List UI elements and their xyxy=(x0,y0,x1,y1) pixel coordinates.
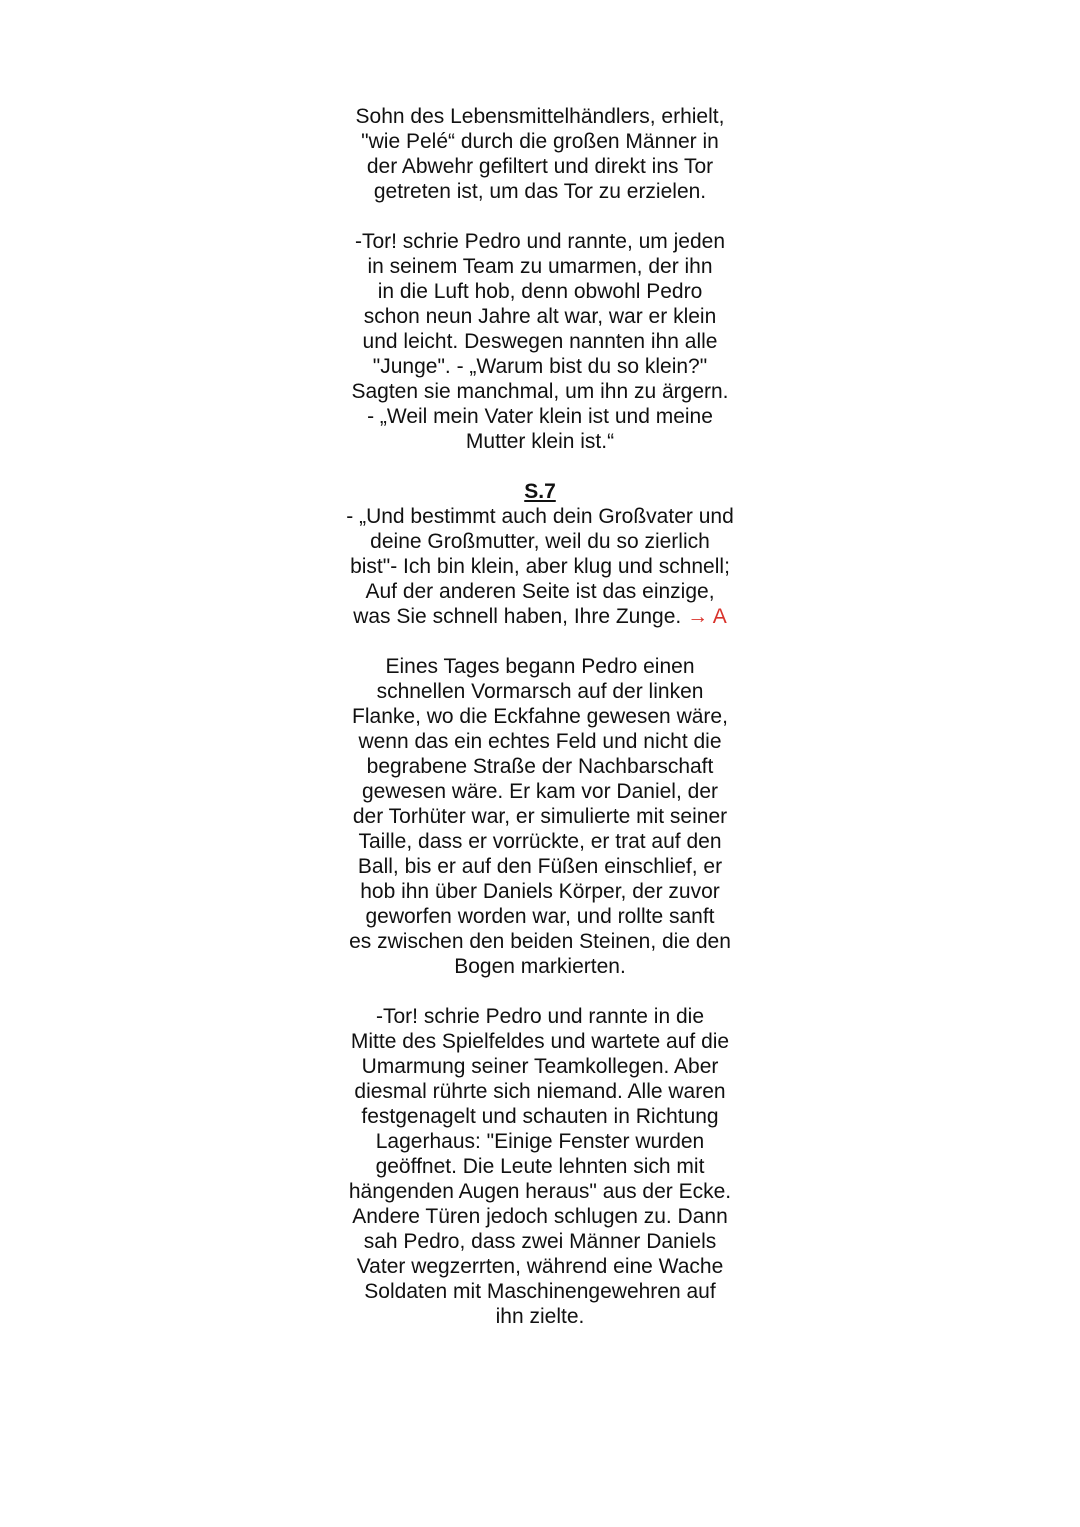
text-line: Eines Tages begann Pedro einen xyxy=(385,655,695,678)
text-line: wenn das ein echtes Feld und nicht die xyxy=(358,730,722,753)
text-line-with-annotation xyxy=(0,604,1080,629)
text-line: Taille, dass er vorrückte, er trat auf den xyxy=(358,830,722,853)
text-line: Umarmung seiner Teamkollegen. Aber xyxy=(361,1055,719,1078)
text-line: gewesen wäre. Er kam vor Daniel, der xyxy=(362,780,718,803)
text-line: Auf der anderen Seite ist das einzige, xyxy=(365,580,715,603)
text-line: - „Und bestimmt auch dein Großvater und xyxy=(346,505,734,528)
text-line: Sohn des Lebensmittelhändlers, erhielt, xyxy=(355,105,725,128)
text-line: der Abwehr gefiltert und direkt ins Tor xyxy=(366,155,714,178)
text-line: "Junge". - „Warum bist du so klein?" xyxy=(372,355,708,378)
text-line: ihn zielte. xyxy=(495,1305,585,1328)
text-line: Sagten sie manchmal, um ihn zu ärgern. xyxy=(351,380,729,403)
text-line: in die Luft hob, denn obwohl Pedro xyxy=(377,280,703,303)
text-line: Lagerhaus: "Einige Fenster wurden xyxy=(375,1130,705,1153)
paragraph-gap xyxy=(0,629,1080,654)
text-line: - „Weil mein Vater klein ist und meine xyxy=(367,405,713,428)
text-line: der Torhüter war, er simulierte mit seiner xyxy=(352,805,728,828)
text-line: begrabene Straße der Nachbarschaft xyxy=(366,755,714,778)
text-line: Andere Türen jedoch schlugen zu. Dann xyxy=(352,1205,728,1228)
paragraph-5 xyxy=(0,1004,1080,1329)
text-line: sah Pedro, dass zwei Männer Daniels xyxy=(363,1230,717,1253)
text-line: Ball, bis er auf den Füßen einschlief, er xyxy=(357,855,723,878)
text-line: schnellen Vormarsch auf der linken xyxy=(376,680,704,703)
page-heading: S.7 xyxy=(524,480,556,503)
paragraph-4 xyxy=(0,654,1080,979)
text-line: diesmal rührte sich niemand. Alle waren xyxy=(354,1080,726,1103)
text-line: deine Großmutter, weil du so zierlich xyxy=(370,530,710,553)
text-segment: was Sie schnell haben, Ihre Zunge. xyxy=(353,605,682,628)
text-line: Soldaten mit Maschinengewehren auf xyxy=(364,1280,716,1303)
text-line: es zwischen den beiden Steinen, die den xyxy=(349,930,731,953)
text-line: -Tor! schrie Pedro und rannte in die xyxy=(375,1005,704,1028)
text-line: Vater wegzerrten, während eine Wache xyxy=(356,1255,724,1278)
text-line: bist"- Ich bin klein, aber klug und schnell; xyxy=(350,555,730,578)
text-line: Flanke, wo die Eckfahne gewesen wäre, xyxy=(352,705,728,728)
annotation-arrow: → A xyxy=(687,605,727,628)
paragraph-1 xyxy=(0,104,1080,204)
text-line: Mutter klein ist.“ xyxy=(465,430,615,453)
paragraph-2 xyxy=(0,229,1080,454)
text-line: Mitte des Spielfeldes und wartete auf die xyxy=(350,1030,730,1053)
paragraph-3 xyxy=(0,479,1080,629)
paragraph-gap xyxy=(0,204,1080,229)
paragraph-gap xyxy=(0,979,1080,1004)
text-line: -Tor! schrie Pedro und rannte, um jeden xyxy=(354,230,726,253)
text-line: in seinem Team zu umarmen, der ihn xyxy=(367,255,713,278)
text-line: geworfen worden war, und rollte sanft xyxy=(365,905,715,928)
text-line: geöffnet. Die Leute lehnten sich mit xyxy=(375,1155,705,1178)
text-line: schon neun Jahre alt war, war er klein xyxy=(363,305,717,328)
text-line: festgenagelt und schauten in Richtung xyxy=(361,1105,719,1128)
text-line: hängenden Augen heraus" aus der Ecke. xyxy=(348,1180,732,1203)
text-line: Bogen markierten. xyxy=(454,955,626,978)
text-line: und leicht. Deswegen nannten ihn alle xyxy=(362,330,718,353)
text-line: hob ihn über Daniels Körper, der zuvor xyxy=(360,880,720,903)
text-line: "wie Pelé“ durch die großen Männer in xyxy=(361,130,719,153)
paragraph-gap xyxy=(0,454,1080,479)
document-page xyxy=(0,104,1080,1329)
text-line: getreten ist, um das Tor zu erzielen. xyxy=(373,180,707,203)
